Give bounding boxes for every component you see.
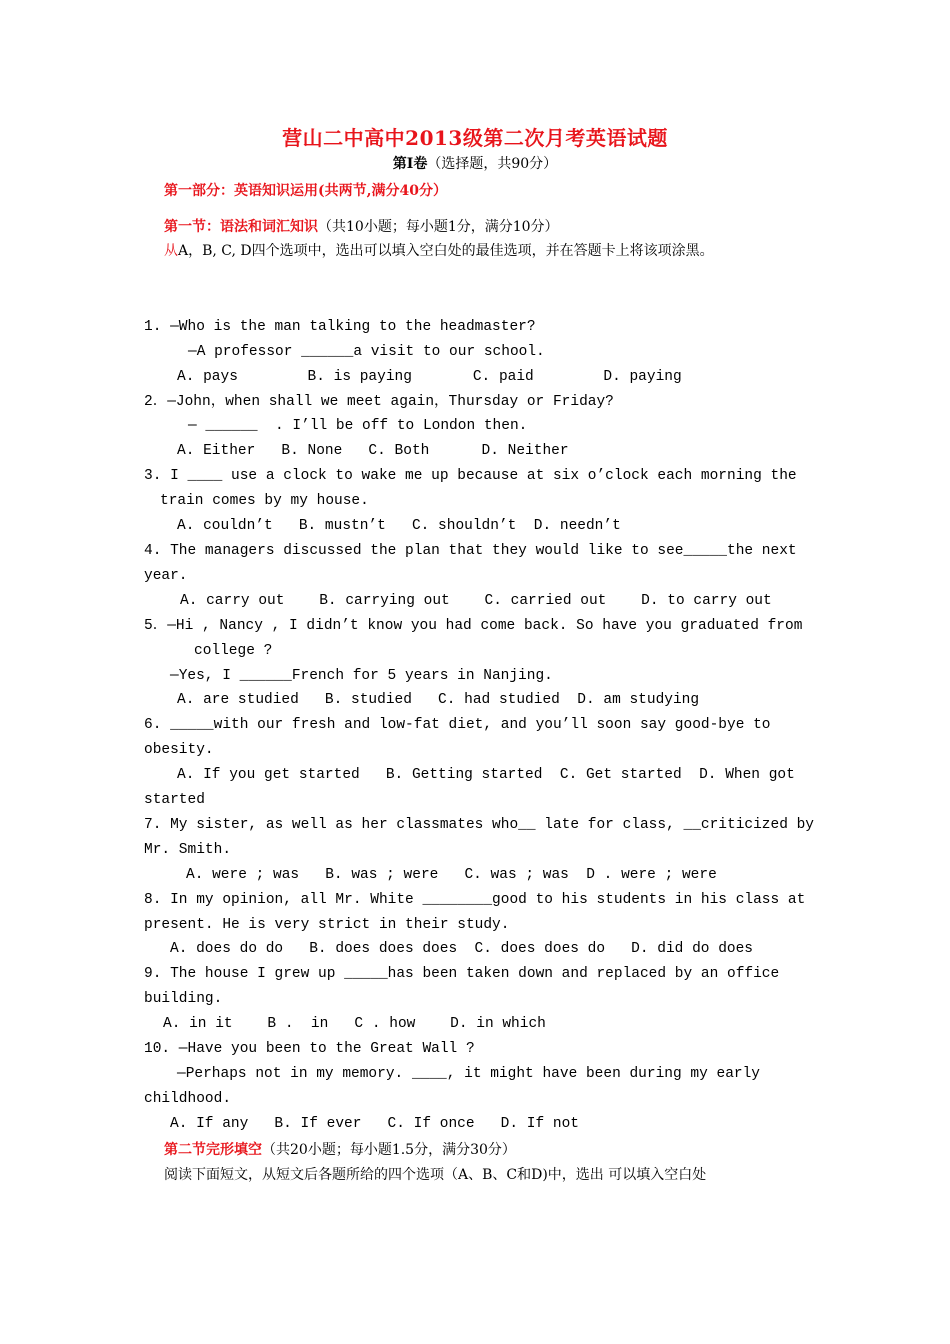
volume-note: （选择题，共90分）: [427, 156, 558, 172]
question-line: 2．—John，when shall we meet again，Thursday or Friday?: [144, 394, 614, 410]
question-line: obesity.: [144, 742, 214, 758]
question-line: college ?: [194, 643, 273, 659]
question-line: —Perhaps not in my memory. ____, it might have been during my early: [177, 1066, 760, 1082]
question-options: A. in it B . in C . how D. in which: [163, 1016, 546, 1032]
part1-heading: 第一部分：英语知识运用(共两节,满分40分）: [164, 183, 447, 199]
question-line: childhood.: [144, 1091, 232, 1107]
question-line: 5．—Hi , Nancy , I didn’t know you had come back. So have you graduated from: [144, 618, 803, 634]
question-line: 9. The house I grew up _____has been taken down and replaced by an office: [144, 966, 780, 982]
question-line: year.: [144, 568, 188, 584]
question-line: 4. The managers discussed the plan that they would like to see_____the next: [144, 543, 797, 559]
question-options: A. If you get started B. Getting started C. Get started D. When got: [177, 767, 795, 783]
question-line: —A professor ______a visit to our school.: [188, 344, 545, 360]
section1-title: 第一节：语法和词汇知识: [164, 219, 318, 235]
section1-note: （共10小题；每小题1分，满分10分）: [318, 219, 559, 235]
question-line: building.: [144, 991, 223, 1007]
question-options: A. were ; was B. was ; were C. was ; was D . were ; were: [186, 867, 717, 883]
question-options: A. couldn’t B. mustn’t C. shouldn’t D. needn’t: [177, 518, 621, 534]
question-line: train comes by my house.: [160, 493, 369, 509]
instruction-text: A，B, C, D四个选项中，选出可以填入空白处的最佳选项，并在答题卡上将该项涂黑。: [178, 243, 714, 259]
question-line: 1. —Who is the man talking to the headmaster?: [144, 319, 536, 335]
question-line: 7. My sister, as well as her classmates who__ late for class, __criticized by: [144, 817, 815, 833]
instruction-first-char: 从: [164, 243, 178, 259]
volume-subtitle: [0, 153, 950, 173]
question-line: — ______ . I’ll be off to London then.: [188, 418, 528, 434]
section2-title: 第二节完形填空: [164, 1142, 262, 1158]
volume-label: 第Ⅰ卷: [392, 156, 428, 172]
question-options: A. If any B. If ever C. If once D. If not: [170, 1116, 579, 1132]
section2-instruction: 阅读下面短文，从短文后各题所给的四个选项（A、B、C和D)中，选出 可以填入空白处: [164, 1167, 707, 1183]
question-options: A. does do do B. does does does C. does does do D. did do does: [170, 941, 753, 957]
section2-note: （共20小题；每小题1.5分，满分30分）: [262, 1142, 516, 1158]
question-options: started: [144, 792, 205, 808]
section2-heading: [164, 1139, 516, 1159]
question-options: A. Either B. None C. Both D. Neither: [177, 443, 569, 459]
question-line: Mr. Smith.: [144, 842, 232, 858]
question-line: 10. —Have you been to the Great Wall ?: [144, 1041, 475, 1057]
question-line: 3. I ____ use a clock to wake me up because at six o’clock each morning the: [144, 468, 797, 484]
question-line: present. He is very strict in their study.: [144, 917, 510, 933]
question-options: A. carry out B. carrying out C. carried out D. to carry out: [180, 593, 772, 609]
question-options: A. are studied B. studied C. had studied D. am studying: [177, 692, 700, 708]
section1-instruction: [164, 240, 714, 260]
question-options: A. pays B. is paying C. paid D. paying: [177, 369, 682, 385]
section1-heading: [164, 216, 559, 236]
question-line: 8. In my opinion, all Mr. White ________good to his students in his class at: [144, 892, 806, 908]
question-line: —Yes, I ______French for 5 years in Nanjing.: [170, 668, 553, 684]
exam-title: 营山二中高中2013级第二次月考英语试题: [282, 126, 668, 150]
question-line: 6. _____with our fresh and low-fat diet, and you’ll soon say good-bye to: [144, 717, 771, 733]
